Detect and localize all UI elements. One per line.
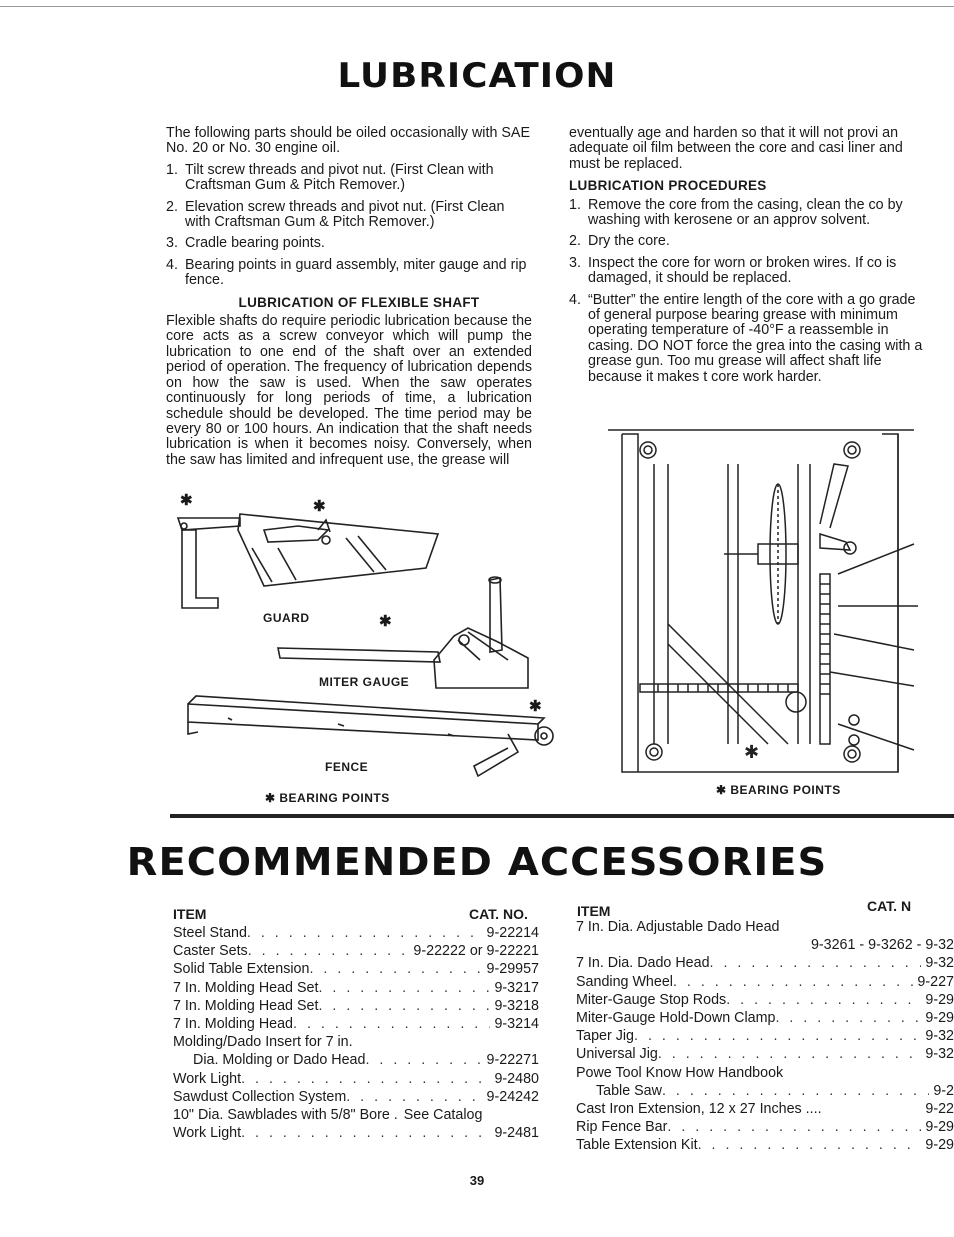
list-number: 4. — [166, 256, 178, 273]
accessory-row — [173, 979, 539, 997]
list-item — [166, 258, 532, 289]
accessory-name: 7 In. Molding Head Set — [173, 997, 319, 1014]
svg-text:✱: ✱ — [744, 742, 760, 763]
accessory-cat-no: 9-29 — [925, 991, 954, 1008]
top-rule — [0, 6, 954, 7]
accessory-name: Miter-Gauge Hold-Down Clamp — [576, 1010, 776, 1027]
accessory-cat-no: 9-3218 — [494, 997, 539, 1014]
accessory-row — [173, 1051, 539, 1069]
bearing-asterisk: ✱ — [313, 498, 327, 515]
accessory-name: Rip Fence Bar — [576, 1119, 668, 1136]
list-text: Cradle bearing points. — [185, 235, 325, 252]
guard-drawing — [178, 514, 438, 608]
fence-drawing — [188, 696, 553, 776]
accessory-row — [173, 960, 539, 978]
accessory-row — [173, 1088, 539, 1106]
flexible-shaft-body: Flexible shafts do require periodic lubrication because the core acts as a screw conveyor which will pump the lubrication to one end of the shaft over an extended period of operation. The frequency of lubrication depends on how the saw is used. When the saw operates continuously for long periods of time, a lubrication schedule should be developed. The time period may be every 80 or 100 hours. An indication that the shaft needs lubrication is when it becomes noisy. Conversely, when the saw has limited and infrequent use, the grease will — [166, 313, 532, 468]
cradle-illustration — [598, 424, 928, 780]
accessory-row — [576, 1136, 954, 1154]
intro-paragraph: The following parts should be oiled occasionally with SAE No. 20 or No. 30 engine oil. — [166, 125, 530, 157]
accessory-row — [576, 1100, 954, 1118]
accessory-name: Cast Iron Extension, 12 x 27 Inches .... — [576, 1101, 822, 1118]
accessory-row — [576, 1045, 954, 1063]
flexible-shaft-subheading: LUBRICATION OF FLEXIBLE SHAFT — [238, 294, 480, 310]
accessory-cat-no: 9-227 — [917, 973, 954, 990]
list-item — [166, 236, 532, 251]
left-item-header: ITEM — [173, 906, 207, 922]
accessory-cat-no: 9-29 — [925, 1137, 954, 1154]
page-number: 39 — [469, 1173, 485, 1188]
accessory-name: 7 In. Molding Head — [173, 1016, 294, 1033]
accessory-name: Dia. Molding or Dado Head — [193, 1052, 366, 1069]
accessory-name: 7 In. Dia. Dado Head — [576, 955, 710, 972]
accessory-cat-no: 9-22214 — [486, 925, 539, 941]
bearing-asterisk: ✱ — [379, 613, 393, 630]
list-number: 3. — [166, 235, 178, 252]
accessory-name: Table Extension Kit — [576, 1137, 698, 1154]
list-number: 3. — [569, 254, 581, 271]
accessory-row — [576, 1064, 954, 1082]
accessory-row — [173, 924, 539, 942]
accessory-name: Sanding Wheel — [576, 973, 673, 990]
accessory-cat-no: 9-2481 — [494, 1125, 539, 1142]
list-item — [569, 234, 929, 249]
list-number: 4. — [569, 291, 581, 308]
list-text: Remove the core from the casing, clean the co by washing with kerosene or an approv solvent. — [588, 196, 903, 229]
accessory-name: Universal Jig — [576, 1046, 658, 1063]
accessory-row — [173, 1033, 539, 1051]
right-item-header: ITEM — [577, 903, 611, 919]
list-number: 2. — [166, 198, 178, 215]
accessory-cat-no: 9-29957 — [486, 961, 539, 978]
accessory-row — [576, 954, 954, 972]
accessory-name: Steel Stand — [173, 925, 247, 941]
accessory-cat-no: 9-32 — [925, 1028, 954, 1045]
list-text: “Butter” the entire length of the core with a go grade of general purpose bearing grease with minimum operating temperature of -40°F a reassemble in casing. DO NOT force the grea into the casing with a grease gun. Too mu grease will affect shaft life because it makes t core work harder. — [588, 291, 923, 385]
list-number: 1. — [166, 161, 178, 178]
accessory-cat-no: 9-3214 — [494, 1016, 539, 1033]
miter-gauge-drawing — [278, 577, 528, 688]
right-text-column — [569, 126, 929, 391]
guard-label: GUARD — [263, 611, 310, 625]
accessory-name: Solid Table Extension — [173, 961, 310, 978]
accessory-name: Molding/Dado Insert for 7 in. — [173, 1034, 353, 1051]
list-text: Inspect the core for worn or broken wires. If co is damaged, it should be replaced. — [588, 254, 897, 287]
list-text: Tilt screw threads and pivot nut. (First Clean with Craftsman Gum & Pitch Remover.) — [185, 161, 494, 194]
accessory-list-left — [173, 924, 539, 1142]
accessory-row — [173, 1070, 539, 1088]
accessory-name: Miter-Gauge Stop Rods — [576, 991, 727, 1008]
accessory-row — [173, 942, 539, 960]
list-item — [569, 198, 929, 229]
bearing-asterisk: ✱ — [529, 698, 543, 715]
accessory-name: Sawdust Collection System — [173, 1088, 347, 1105]
miter-gauge-label: MITER GAUGE — [319, 675, 410, 689]
accessory-cat-no: 9-22271 — [486, 1052, 539, 1069]
accessory-cat-no: 9-22 — [925, 1101, 954, 1118]
right-cat-header: CAT. N — [867, 898, 912, 914]
accessory-row — [173, 1015, 539, 1033]
accessory-cat-no: 9-29 — [925, 1119, 954, 1136]
accessory-row — [173, 997, 539, 1015]
accessory-name: Powe Tool Know How Handbook — [576, 1064, 784, 1081]
lubrication-title: LUBRICATION — [337, 56, 617, 96]
accessory-cat-no: 9-2480 — [494, 1070, 539, 1087]
continued-paragraph: eventually age and harden so that it will not provi an adequate oil film between the core and casi liner and must be replaced. — [569, 126, 903, 172]
accessory-cat-no: 9-24242 — [486, 1088, 539, 1105]
list-item — [569, 256, 929, 287]
accessory-cat-no: 9-3217 — [494, 979, 539, 996]
accessory-cat-no: 9-32 — [925, 955, 954, 972]
accessory-cat-no: 9-2 — [933, 1082, 954, 1099]
section-divider — [170, 814, 954, 818]
list-text: Dry the core. — [588, 233, 670, 250]
accessory-row — [576, 973, 954, 991]
accessory-list-right — [576, 918, 954, 1155]
list-number: 1. — [569, 196, 581, 213]
accessory-cat-no: 9-32 — [925, 1046, 954, 1063]
accessory-name: Work Light — [173, 1070, 242, 1087]
accessory-row — [576, 991, 954, 1009]
list-number: 2. — [569, 233, 581, 250]
accessory-row — [576, 936, 954, 954]
accessory-row — [173, 1124, 539, 1142]
left-cat-header: CAT. NO. — [469, 906, 528, 922]
accessory-cat-no: 9-3261 - 9-3262 - 9-32 — [810, 937, 954, 954]
accessory-name: Caster Sets — [173, 943, 248, 960]
accessory-name: 7 In. Dia. Adjustable Dado Head — [576, 919, 780, 935]
left-text-column — [166, 126, 532, 474]
accessory-name: 10" Dia. Sawblades with 5/8" Bore . — [173, 1107, 398, 1124]
list-text: Elevation screw threads and pivot nut. (First Clean with Craftsman Gum & Pitch Remover.) — [185, 198, 505, 231]
accessory-name: Table Saw — [596, 1082, 662, 1099]
accessory-name: 7 In. Molding Head Set — [173, 979, 319, 996]
fence-label: FENCE — [325, 760, 369, 774]
accessory-name: Taper Jig — [576, 1028, 635, 1045]
accessory-cat-no: 9-29 — [925, 1010, 954, 1027]
accessories-title: RECOMMENDED ACCESSORIES — [126, 840, 828, 884]
accessory-row — [173, 1106, 539, 1124]
accessory-row — [576, 1082, 954, 1100]
list-item — [166, 163, 532, 194]
list-item — [166, 200, 532, 231]
accessory-row — [576, 1027, 954, 1045]
bearing-asterisk: ✱ — [180, 492, 194, 509]
accessory-row — [576, 918, 954, 936]
accessory-row — [576, 1009, 954, 1027]
accessory-row — [576, 1118, 954, 1136]
procedures-subheading: LUBRICATION PROCEDURES — [569, 178, 767, 194]
list-text: Bearing points in guard assembly, miter gauge and rip fence. — [185, 256, 527, 289]
bearing-points-caption-left: ✱ BEARING POINTS — [265, 791, 390, 805]
list-item — [569, 293, 929, 385]
accessory-cat-no: See Catalog — [403, 1107, 483, 1124]
accessory-cat-no: 9-22222 or 9-22221 — [413, 943, 539, 960]
bearing-points-caption-right: ✱ BEARING POINTS — [716, 783, 841, 797]
accessory-name: Work Light — [173, 1125, 242, 1142]
